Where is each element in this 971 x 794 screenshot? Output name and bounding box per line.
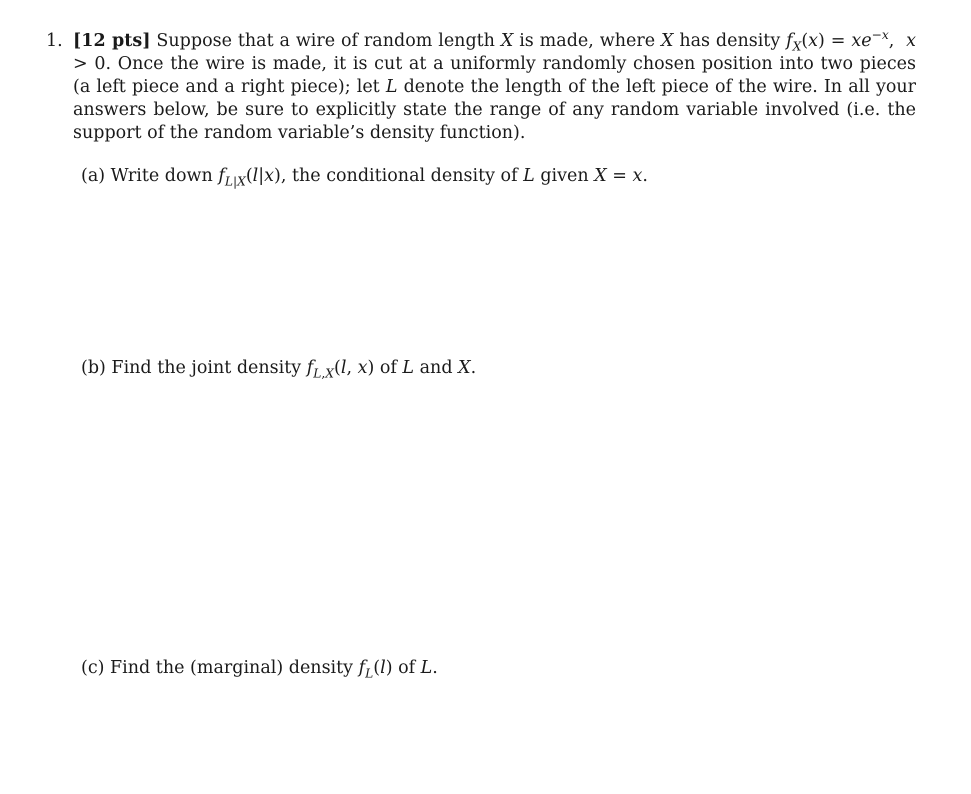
- part-c-end: .: [432, 658, 438, 678]
- problem-number: 1.: [46, 31, 63, 51]
- part-b-text-before: Find the joint density: [105, 358, 307, 378]
- part-b-text-mid: of: [374, 358, 403, 378]
- part-a: [81, 165, 648, 188]
- part-c-label: (c): [81, 658, 105, 678]
- part-a-text-before: Write down: [105, 166, 219, 186]
- density-exp: −x: [871, 28, 889, 43]
- var-x-2: X: [660, 31, 674, 51]
- part-c-text-before: Find the (marginal) density: [104, 658, 359, 678]
- sentence-2: Once the wire is made, it is cut at a uniformly randomly chosen position into two pieces (a left piece and a right piece); let: [73, 54, 916, 97]
- problem-points: [12 pts]: [73, 31, 151, 51]
- problem-statement: [73, 30, 916, 145]
- part-a-end: .: [642, 166, 648, 186]
- part-c-expr: $f_L(l)$: [358, 658, 393, 681]
- has-density-text: has density: [673, 31, 787, 51]
- part-a-expr: $f_{L|X}(l|x)$: [218, 166, 281, 189]
- part-a-var: L: [523, 166, 535, 186]
- intro-text: Suppose that a wire of random length: [150, 31, 501, 51]
- density-f: f: [786, 31, 793, 51]
- var-l: L: [385, 77, 398, 97]
- part-c-text-mid: of: [392, 658, 421, 678]
- part-b-and: and: [414, 358, 459, 378]
- part-b-label: (b): [81, 358, 106, 378]
- problem-1: [46, 30, 916, 145]
- answer-space-b[interactable]: [81, 384, 901, 646]
- answer-space-a[interactable]: [81, 192, 901, 347]
- part-c: [81, 657, 438, 680]
- part-a-given: given: [534, 166, 595, 186]
- part-b-var2: X: [458, 358, 471, 378]
- density-sub: X: [792, 39, 802, 54]
- density-support: x > 0.: [73, 31, 916, 74]
- part-a-label: (a): [81, 166, 106, 186]
- answer-space-c[interactable]: [81, 684, 901, 784]
- part-c-var: L: [420, 658, 433, 678]
- part-a-cond: X = x: [594, 166, 643, 186]
- part-b-var1: L: [402, 358, 415, 378]
- part-b: [81, 357, 476, 380]
- var-x: X: [500, 31, 514, 51]
- part-a-text-after: , the conditional density of: [280, 166, 524, 186]
- part-b-end: .: [470, 358, 477, 378]
- is-made-text: is made, where: [513, 31, 661, 51]
- part-b-expr: $f_{L,X}(l$, x): [306, 358, 375, 381]
- density-formula: $f_X(x) = xe^{-x}$,: [786, 28, 895, 54]
- sentence-2b: denote the length of the left piece of the wire. In all your answers below, be sure to explicitly state the range of any random variable involved (i.e. the support of the random variable’s density function).: [73, 77, 916, 143]
